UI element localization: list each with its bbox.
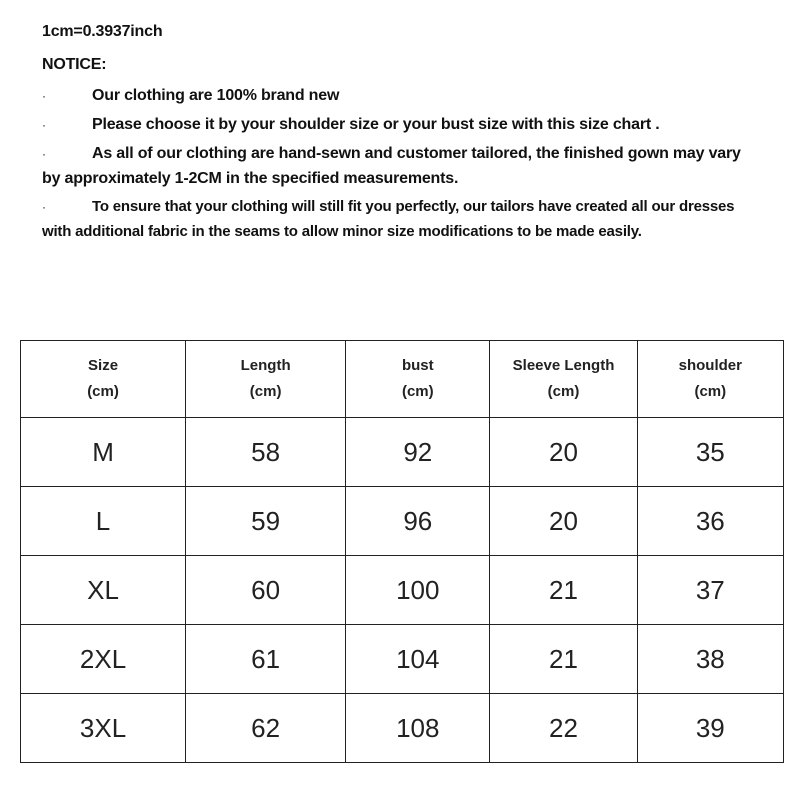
cell-length: 59: [186, 487, 346, 556]
bullet-dot: ·: [42, 88, 46, 103]
cell-bust: 92: [346, 418, 490, 487]
table-row: [21, 556, 784, 625]
table-row: [21, 625, 784, 694]
header-unit: (cm): [547, 383, 580, 400]
table-row: [21, 487, 784, 556]
notice-bullet: [42, 113, 762, 138]
notice-bullet: [42, 84, 762, 109]
table-row: [21, 694, 784, 763]
cell-sleeve-length: 22: [490, 694, 637, 763]
notice-text: As all of our clothing are hand-sewn and customer tailored, the finished gown may vary by approximately 1-2CM in the specified measurements.: [42, 144, 741, 187]
header-unit: (cm): [401, 383, 434, 400]
bullet-dot: ·: [42, 146, 46, 161]
cell-size: 2XL: [21, 625, 186, 694]
cell-bust: 104: [346, 625, 490, 694]
header-shoulder: [637, 341, 783, 418]
header-unit: (cm): [87, 383, 119, 400]
cell-bust: 108: [346, 694, 490, 763]
cell-sleeve-length: 20: [490, 487, 637, 556]
header-label: Sleeve Length: [512, 357, 615, 374]
header-sleeve-length: [490, 341, 637, 418]
cell-shoulder: 36: [637, 487, 783, 556]
cell-size: M: [21, 418, 186, 487]
header-label: shoulder: [678, 357, 742, 374]
unit-conversion: 1cm=0.3937inch: [42, 23, 163, 40]
cell-length: 62: [186, 694, 346, 763]
cell-shoulder: 38: [637, 625, 783, 694]
bullet-dot: ·: [42, 117, 46, 132]
cell-sleeve-length: 21: [490, 556, 637, 625]
notice-text: Please choose it by your shoulder size or your bust size with this size chart .: [92, 115, 660, 133]
notice-title: NOTICE:: [42, 55, 107, 73]
notice-text: To ensure that your clothing will still fit you perfectly, our tailors have created all our dresses with additional fabric in the seams to allow minor size modifications to be made easily.: [42, 198, 735, 241]
cell-size: L: [21, 487, 186, 556]
cell-size: 3XL: [21, 694, 186, 763]
header-size: [21, 341, 186, 418]
cell-sleeve-length: 21: [490, 625, 637, 694]
cell-length: 61: [186, 625, 346, 694]
header-bust: [346, 341, 490, 418]
cell-shoulder: 35: [637, 418, 783, 487]
cell-size: XL: [21, 556, 186, 625]
header-label: Size: [88, 357, 119, 374]
cell-bust: 100: [346, 556, 490, 625]
table-header-row: [21, 341, 784, 418]
cell-sleeve-length: 20: [490, 418, 637, 487]
table-row: [21, 418, 784, 487]
notice-bullet: [42, 195, 762, 243]
header-unit: (cm): [249, 383, 282, 400]
cell-shoulder: 39: [637, 694, 783, 763]
header-label: Length: [240, 357, 291, 374]
notice-text: Our clothing are 100% brand new: [92, 86, 340, 104]
header-unit: (cm): [694, 383, 727, 400]
header-label: bust: [401, 357, 434, 374]
cell-bust: 96: [346, 487, 490, 556]
cell-shoulder: 37: [637, 556, 783, 625]
cell-length: 58: [186, 418, 346, 487]
notice-section: [42, 20, 762, 248]
header-length: [186, 341, 346, 418]
size-chart-table: [20, 340, 784, 763]
notice-bullet: [42, 142, 762, 192]
bullet-dot: ·: [42, 200, 46, 215]
cell-length: 60: [186, 556, 346, 625]
